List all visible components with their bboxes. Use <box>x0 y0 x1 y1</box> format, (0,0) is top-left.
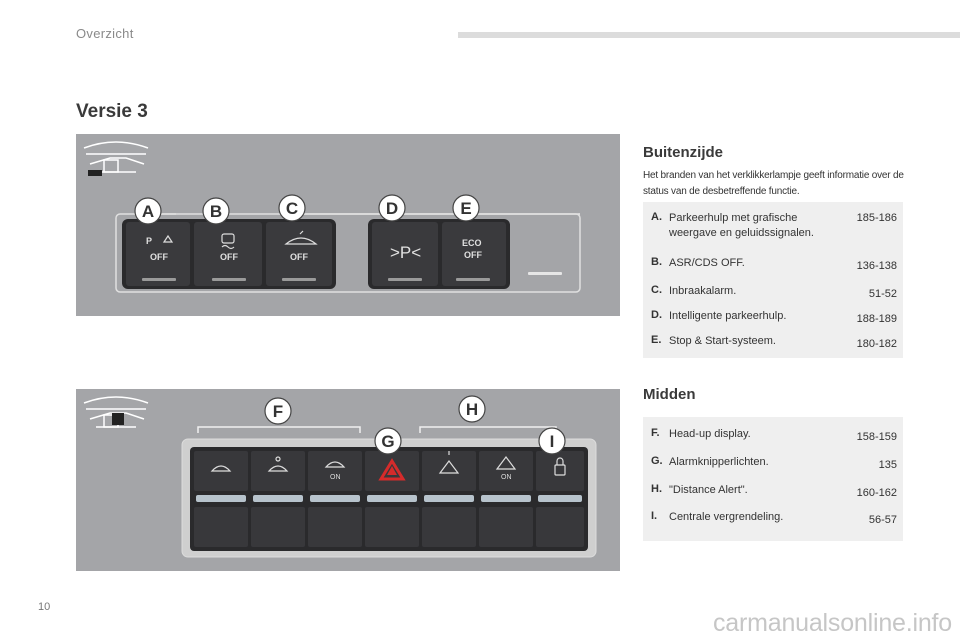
row-description: Stop & Start-systeem. <box>669 335 776 347</box>
callout-a: A <box>141 202 155 221</box>
row-pages: 160-162 <box>856 487 897 499</box>
callout-h: H <box>465 400 479 419</box>
row-letter: D. <box>651 309 662 321</box>
row-letter: H. <box>651 483 662 495</box>
middle-switches-illustration <box>76 389 620 571</box>
button-a-top-text: P <box>146 236 153 246</box>
row-description: Intelligente parkeerhulp. <box>669 310 787 322</box>
row-description: "Distance Alert". <box>669 484 748 496</box>
row-pages: 158-159 <box>856 431 897 443</box>
exterior-buttons-illustration <box>76 134 620 316</box>
switch-6-on-text: ON <box>501 474 512 481</box>
row-letter: B. <box>651 256 662 268</box>
figure-middle-switches <box>76 389 620 571</box>
row-letter: E. <box>651 334 662 346</box>
figure-exterior-buttons <box>76 134 620 316</box>
button-a-bottom-text: OFF <box>150 252 168 262</box>
row-pages: 180-182 <box>856 338 897 350</box>
table-middle <box>643 417 903 541</box>
row-description: ASR/CDS OFF. <box>669 257 745 269</box>
page-number: 10 <box>38 601 51 613</box>
callout-e: E <box>460 199 472 218</box>
row-pages: 136-138 <box>856 260 897 272</box>
header-bar <box>458 32 960 38</box>
row-description: Centrale vergrendeling. <box>669 511 784 523</box>
watermark: carmanualsonline.info <box>712 609 952 637</box>
row-letter: C. <box>651 284 662 296</box>
row-pages: 135 <box>878 459 897 471</box>
row-pages: 56-57 <box>868 514 897 526</box>
switch-3-on-text: ON <box>330 474 341 481</box>
chapter-header: Overzicht <box>76 26 134 41</box>
row-description: Head-up display. <box>669 428 751 440</box>
callout-g: G <box>381 432 395 451</box>
row-pages: 188-189 <box>856 313 897 325</box>
row-pages: 185-186 <box>856 212 897 224</box>
button-c-bottom-text: OFF <box>290 252 308 262</box>
row-letter: I. <box>651 510 658 522</box>
button-b-bottom-text: OFF <box>220 252 238 262</box>
callout-c: C <box>285 199 299 218</box>
callout-d: D <box>385 199 399 218</box>
section-outside-title: Buitenzijde <box>643 144 724 161</box>
callout-f: F <box>272 402 284 421</box>
table-outside <box>643 202 903 358</box>
callout-b: B <box>209 202 223 221</box>
row-letter: G. <box>651 455 663 467</box>
row-pages: 51-52 <box>868 288 897 300</box>
section-middle-title: Midden <box>643 386 696 403</box>
page-title: Versie 3 <box>76 101 148 122</box>
section-outside-intro: Het branden van het verklikkerlampje geeft informatie over de status van de desbetreffende functie. <box>643 170 904 197</box>
button-d-top-text: >P< <box>390 243 422 262</box>
row-description: Parkeerhulp met grafische weergave en geluidssignalen. <box>669 212 814 239</box>
row-description: Alarmknipperlichten. <box>669 456 769 468</box>
button-e-bottom-text: OFF <box>464 250 482 260</box>
button-e-top-text: ECO <box>462 238 482 248</box>
row-letter: F. <box>651 427 660 439</box>
dashboard-locator-icon <box>84 142 148 172</box>
row-description: Inbraakalarm. <box>669 285 737 297</box>
callout-i: I <box>549 432 555 451</box>
row-letter: A. <box>651 211 662 223</box>
